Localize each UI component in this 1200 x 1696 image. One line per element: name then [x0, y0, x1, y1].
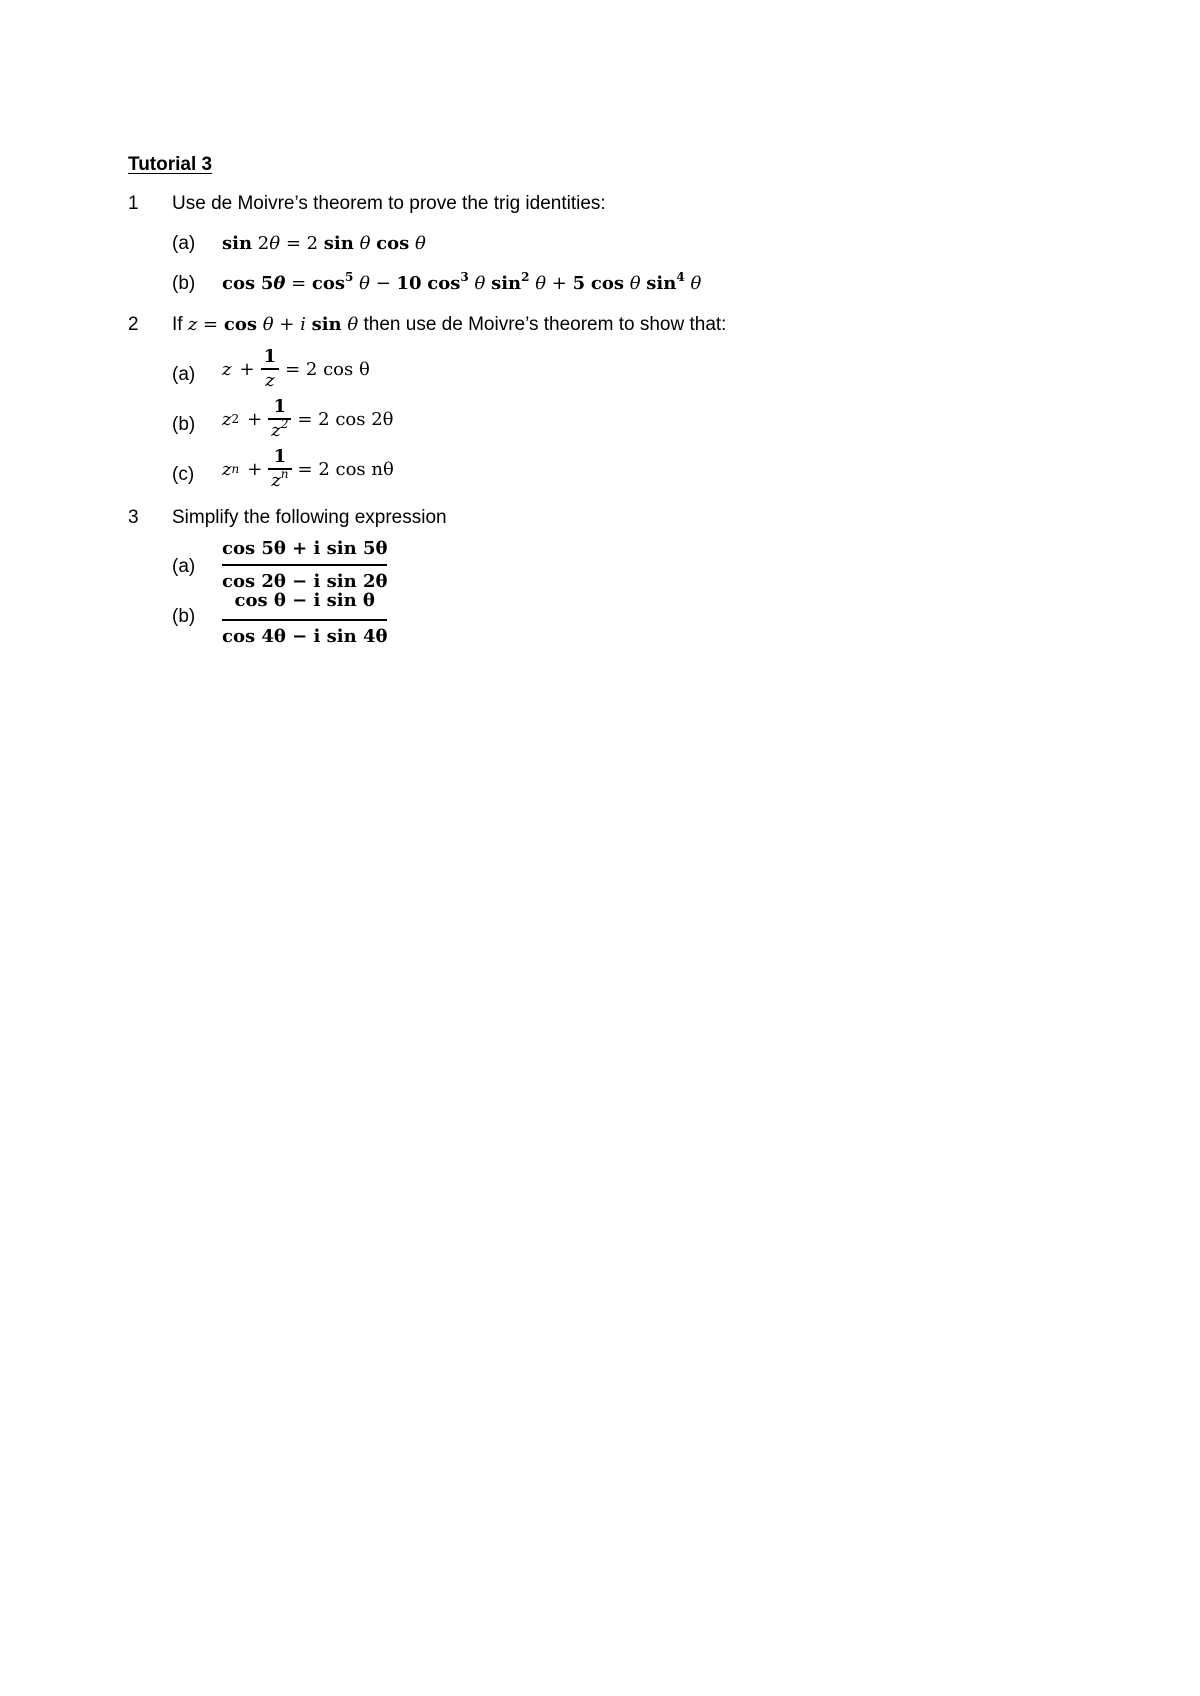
question-2c-math: z n + $\frac{1}{z^n}$ = 2 cos nθ — [222, 446, 394, 491]
question-3b-numerator: cos θ − i sin θ — [234, 590, 375, 611]
question-3b-fraction — [222, 589, 387, 649]
question-2c-label: (c) — [172, 464, 195, 485]
question-3-number: 3 — [128, 507, 139, 528]
question-2a-math — [222, 346, 370, 392]
question-2b-den-base: z — [271, 420, 281, 441]
question-2b-label: (b) — [172, 414, 196, 435]
question-2b-fraction — [268, 396, 291, 442]
question-2c-den-base: z — [271, 470, 281, 491]
question-2c-rhs: = 2 cos nθ — [297, 458, 394, 480]
page-title: Tutorial 3 — [128, 154, 213, 175]
question-1b-label: (b) — [172, 273, 196, 294]
question-2a-plus: + — [239, 358, 255, 380]
question-2a-fraction — [261, 346, 280, 392]
question-3b-label: (b) — [172, 606, 196, 627]
question-2a-rhs: = 2 cos θ — [285, 358, 370, 380]
question-2-number: 2 — [128, 314, 139, 335]
question-2c-numerator: 1 — [273, 446, 287, 467]
question-3a-label: (a) — [172, 556, 196, 577]
question-2-suffix: then use de Moivre’s theorem to show that: — [363, 314, 727, 335]
question-2b-den-exponent: 2 — [280, 417, 289, 431]
question-3b-denominator: cos 4θ − i sin 4θ — [222, 626, 388, 647]
question-1a-math: sin 2θ = 2 sin θ cos θ — [222, 233, 426, 254]
question-2a-numerator: 1 — [263, 346, 277, 367]
question-2b-numerator: 1 — [273, 396, 287, 417]
question-2c-plus: + — [247, 458, 263, 480]
question-2c-fraction — [268, 446, 291, 492]
question-2b-plus: + — [247, 408, 263, 430]
question-2c-den-exponent: n — [280, 467, 289, 481]
question-3a-numerator: cos 5θ + i sin 5θ — [222, 538, 388, 559]
question-2-prefix: If — [172, 314, 183, 335]
question-2c-denominator — [268, 467, 291, 492]
question-2-inline-math: z = cos θ + i sin θ — [187, 314, 359, 335]
question-1a-label: (a) — [172, 233, 196, 254]
question-2b-math: z 2 + $\frac{1}{z^2}$ = 2 cos 2θ — [222, 396, 394, 441]
question-3a-denominator: cos 2θ − i sin 2θ — [222, 571, 388, 592]
question-2b-rhs: = 2 cos 2θ — [297, 408, 394, 430]
question-1b-math: $\cos 5\theta = \cos^5 \theta - 10$ $\cos^3 \theta$ $\sin^2 \theta + 5$ cos θ $\sin^4 \theta$ — [222, 270, 702, 294]
question-2c-lhs: z — [222, 458, 232, 480]
question-2a-lhs: z — [222, 358, 232, 380]
question-2a-label: (a) — [172, 364, 196, 385]
question-2b-lhs: z — [222, 408, 232, 430]
question-1-text: Use de Moivre’s theorem to prove the trig identities: — [172, 193, 606, 214]
question-3a-fraction — [222, 537, 387, 594]
question-2b-denominator — [268, 417, 291, 442]
question-2a-denominator: z — [265, 370, 275, 391]
question-3-text: Simplify the following expression — [172, 507, 447, 528]
question-1-number: 1 — [128, 193, 139, 214]
question-2-text — [172, 314, 726, 336]
